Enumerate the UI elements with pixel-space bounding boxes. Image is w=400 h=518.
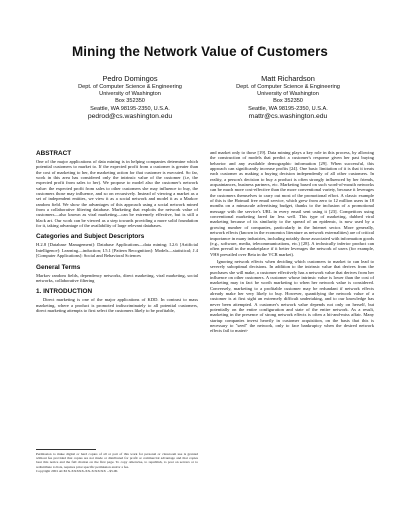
right-column: [210, 150, 374, 339]
author-univ: University of Washington: [99, 91, 161, 98]
categories-heading: Categories and Subject Descriptors: [36, 233, 145, 241]
left-column: [36, 150, 198, 318]
permission-footnote: Permission to make digital or hard copies of all or part of this work for personal or classroom use is granted without fee provided that copies are not made or distributed for profit or commercial advantage and that copies bear this notice and the full citation on the first page. To copy otherwise, to republish, to post on servers or to redistribute to lists, requires prior specific permission and/or a fee. Copyright 2001 ACM X-XXXXX-XX-X/XX/XX ...$5.00.: [36, 452, 198, 473]
general-terms-heading: General Terms: [36, 263, 81, 271]
abstract-text: One of the major applications of data mining is in helping companies determine which potential customers to market to. If the expected profit from a customer is greater than the cost of marketing to her, the marketing action for that customer is executed. So far, work in this area has considered only the intrinsic value of the customer (i.e, the expected profit from sales to her). We propose to model also the customer's network value: the expected profit from sales to other customers she may influence to buy, the customers those may influence, and so on recursively. Instead of viewing a market as a set of independent entities, we view it as a social network and model it as a Markov random field. We show the advantages of this approach using a social network mined from a collaborative filtering database. Marketing that exploits the network value of customers—also known as viral marketing—can be extremely effective, but is still a black art. Our work can be viewed as a step towards providing a more solid foundation for it, taking advantage of the availability of large relevant databases.: [36, 159, 198, 229]
general-terms-text: Markov random fields, dependency networks, direct marketing, viral marketing, social networks, collaborative filtering: [36, 272, 198, 283]
author-box: Box 352350: [273, 98, 303, 105]
author-email[interactable]: mattr@cs.washington.edu: [248, 112, 328, 120]
author-name: Matt Richardson: [261, 74, 315, 83]
footnote-rule: [36, 449, 96, 450]
introduction-heading: 1. INTRODUCTION: [36, 288, 93, 296]
author-email[interactable]: pedrod@cs.washington.edu: [87, 112, 173, 120]
author-univ: University of Washington: [257, 91, 319, 98]
author-dept: Dept. of Computer Science & Engineering: [236, 84, 340, 90]
page-title: Mining the Network Value of Customers: [72, 44, 328, 59]
author-block-1: [40, 74, 220, 121]
abstract-heading: ABSTRACT: [36, 150, 72, 157]
author-name: Pedro Domingos: [102, 74, 158, 83]
categories-text: H.2.8 [Database Management]: Database Applications—data mining; I.2.6 [Artificial Intelligence]: Learning—induction; I.5.1 [Pattern Recognition]: Models—statistical; J.4 [Computer Applications]: Social and Behavioral Sciences: [36, 242, 198, 259]
author-box: Box 352350: [115, 98, 145, 105]
introduction-text: Direct marketing is one of the major applications of KDD. In contrast to mass marketing, where a product is promoted indiscriminately to all potential customers, direct marketing attempts to first select the customers likely to be profitable,: [36, 297, 198, 313]
author-block-2: [198, 74, 378, 121]
author-city: Seattle, WA 98195-2350, U.S.A.: [248, 105, 328, 112]
body-paragraph: Ignoring network effects when deciding which customers to market to can lead to severely suboptimal decisions. In addition to the intrinsic value that derives from the purchases she will make, a customer effectively has a network value that derives from her influence on other customers. A customer whose intrinsic value is lower than the cost of marketing may in fact be worth marketing to when her network value is considered. Conversely, marketing to a profitable customer may be redundant if network effects already make her very likely to buy. However, quantifying the network value of a customer is at first sight an extremely difficult undertaking, and to our knowledge has never been attempted. A customer's network value depends not only on herself, but potentially on the entire configuration and state of the entire network. As a result, marketing in the presence of strong network effects is often a hit-and-miss affair. Many startup companies invest heavily in customer acquisition, on the basis that this is necessary to "seed" the network, only to face bankruptcy when the desired network effects fail to materi-: [210, 258, 374, 334]
body-paragraph: and market only to those [19]. Data mining plays a key role in this process, by allowing the construction of models that predict a customer's response given her past buying behavior and any available demographic information [29]. When successful, this approach can significantly increase profits [24]. One basic limitation of it is that it treats each customer as making a buying decision independently of all other customers. In reality, a person's decision to buy a product is often strongly influenced by her friends, acquaintances, business partners, etc. Marketing based on such word-of-mouth networks can be much more cost-effective than the more conventional variety, because it leverages the customers themselves to carry out most of the promotional effort. A classic example of this is the Hotmail free email service, which grew from zero to 12 million users in 18 months on a minuscule advertising budget, thanks to the inclusion of a promotional message with the service's URL in every email sent using it [23]. Competitors using conventional marketing fared far less well. This type of marketing, dubbed viral marketing because of its similarity to the spread of an epidemic, is now used by a growing number of companies, particularly in the Internet sector. More generally, network effects (known in the economics literature as network externalities) are of critical importance in many industries, including notably those associated with information goods (e.g., software, media, telecommunications, etc.) [28]. A technically inferior product can often prevail in the marketplace if it better leverages the network of users (for example, VHS prevailed over Beta in the VCR market).: [210, 150, 374, 257]
author-city: Seattle, WA 98195-2350, U.S.A.: [90, 105, 170, 112]
author-dept: Dept. of Computer Science & Engineering: [78, 84, 182, 90]
